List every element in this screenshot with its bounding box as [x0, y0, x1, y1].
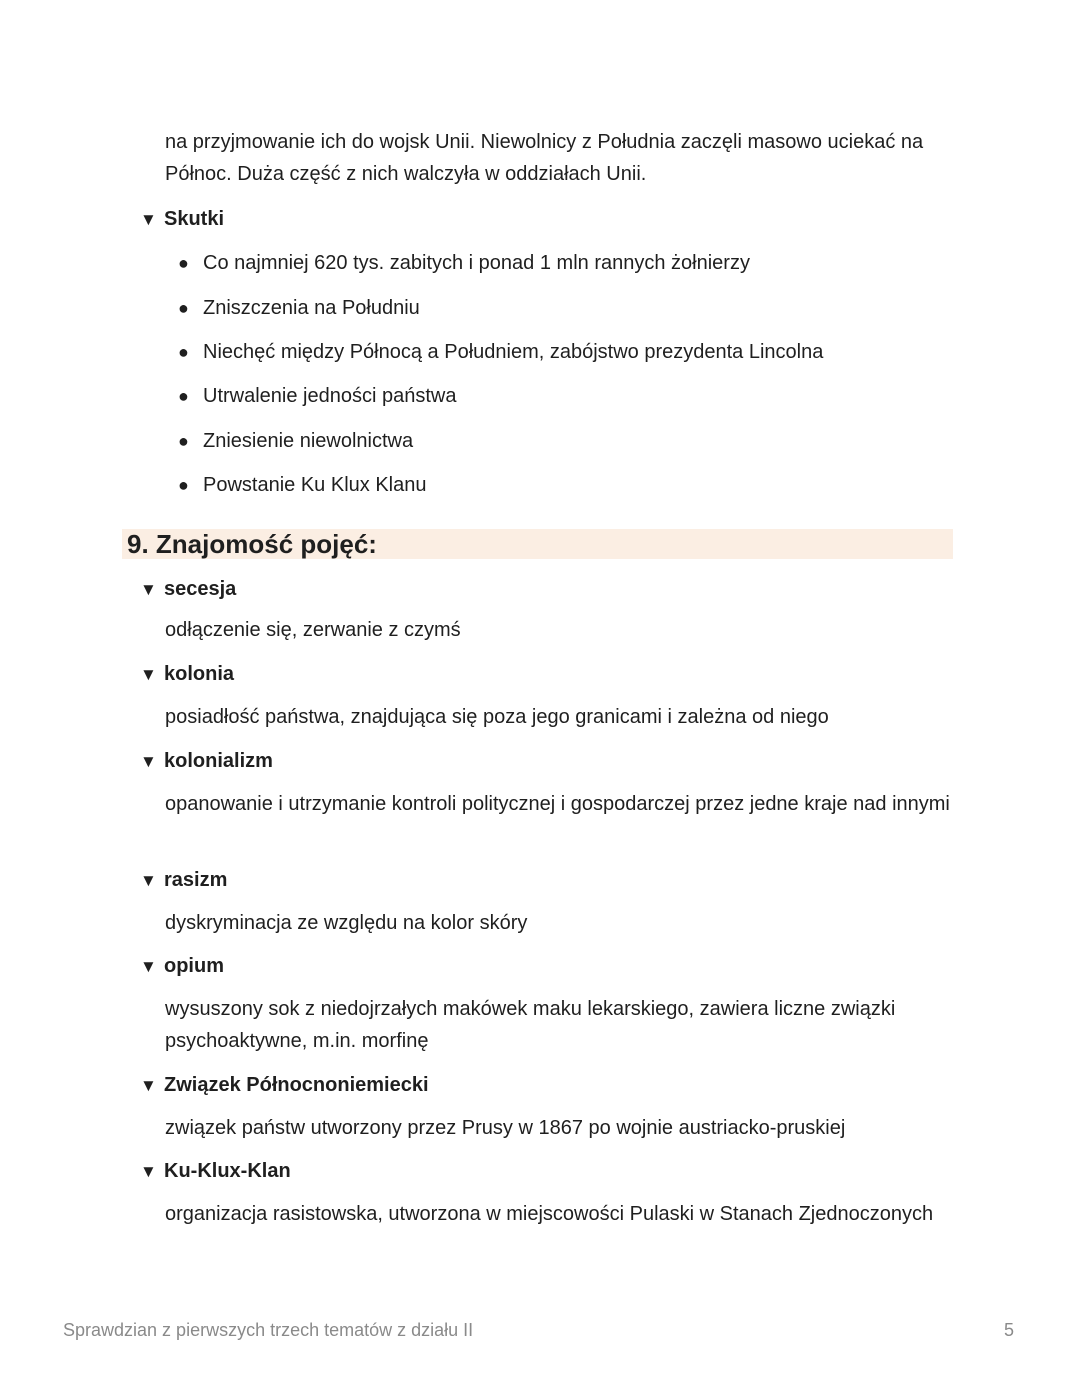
bullet-icon: ● [178, 298, 189, 318]
toggle-term[interactable] [140, 575, 236, 604]
triangle-down-icon: ▼ [140, 210, 157, 229]
toggle-term[interactable] [140, 866, 227, 895]
term-definition: dyskryminacja ze względu na kolor skóry [165, 912, 528, 934]
list-item: ● Utrwalenie jedności państwa [178, 382, 456, 410]
term-title: rasizm [164, 869, 228, 891]
toggle-term[interactable] [140, 952, 224, 981]
bullet-icon: ● [178, 475, 189, 495]
bullet-icon: ● [178, 253, 189, 273]
triangle-down-icon: ▼ [140, 957, 157, 976]
triangle-down-icon: ▼ [140, 1162, 157, 1181]
term-definition: związek państw utworzony przez Prusy w 1867 po wojnie austriacko-pruskiej [165, 1117, 846, 1139]
toggle-skutki[interactable] [140, 205, 224, 234]
toggle-term[interactable] [140, 660, 234, 689]
term-definition: wysuszony sok z niedojrzałych makówek maku lekarskiego, zawiera liczne związki psychoaktywne, m.in. morfinę [165, 998, 896, 1052]
triangle-down-icon: ▼ [140, 1076, 157, 1095]
term-title: kolonializm [164, 750, 273, 772]
list-item: ● Niechęć między Północą a Południem, zabójstwo prezydenta Lincolna [178, 338, 823, 366]
term-title: kolonia [164, 663, 235, 685]
bullet-icon: ● [178, 431, 189, 451]
term-definition: organizacja rasistowska, utworzona w miejscowości Pulaski w Stanach Zjednoczonych [165, 1203, 934, 1225]
triangle-down-icon: ▼ [140, 580, 157, 599]
term-definition: posiadłość państwa, znajdująca się poza jego granicami i zależna od niego [165, 706, 829, 728]
toggle-title: Skutki [164, 208, 225, 230]
toggle-term[interactable] [140, 1157, 291, 1186]
page-number: 5 [1004, 1320, 1015, 1340]
term-title: Związek Północnoniemiecki [164, 1074, 429, 1096]
term-definition: odłączenie się, zerwanie z czymś [165, 619, 461, 641]
toggle-term[interactable] [140, 747, 273, 776]
toggle-term[interactable] [140, 1071, 429, 1100]
intro-paragraph: na przyjmowanie ich do wojsk Unii. Niewolnicy z Południa zaczęli masowo uciekać na Północ. Duża część z nich walczyła w oddziałach Unii. [165, 131, 924, 185]
term-title: Ku-Klux-Klan [164, 1160, 291, 1182]
list-item: ● Powstanie Ku Klux Klanu [178, 471, 426, 499]
list-item: ● Co najmniej 620 tys. zabitych i ponad 1 mln rannych żołnierzy [178, 249, 750, 277]
triangle-down-icon: ▼ [140, 752, 157, 771]
term-title: secesja [164, 578, 237, 600]
term-definition: opanowanie i utrzymanie kontroli politycznej i gospodarczej przez jedne kraje nad innymi [165, 793, 950, 815]
section-heading: 9. Znajomość pojęć: [127, 529, 377, 559]
bullet-icon: ● [178, 342, 189, 362]
triangle-down-icon: ▼ [140, 665, 157, 684]
bullet-icon: ● [178, 386, 189, 406]
triangle-down-icon: ▼ [140, 871, 157, 890]
list-item: ● Zniszczenia na Południu [178, 294, 420, 322]
footer-title: Sprawdzian z pierwszych trzech tematów z działu II [63, 1320, 474, 1340]
list-item: ● Zniesienie niewolnictwa [178, 427, 413, 455]
term-title: opium [164, 955, 224, 977]
